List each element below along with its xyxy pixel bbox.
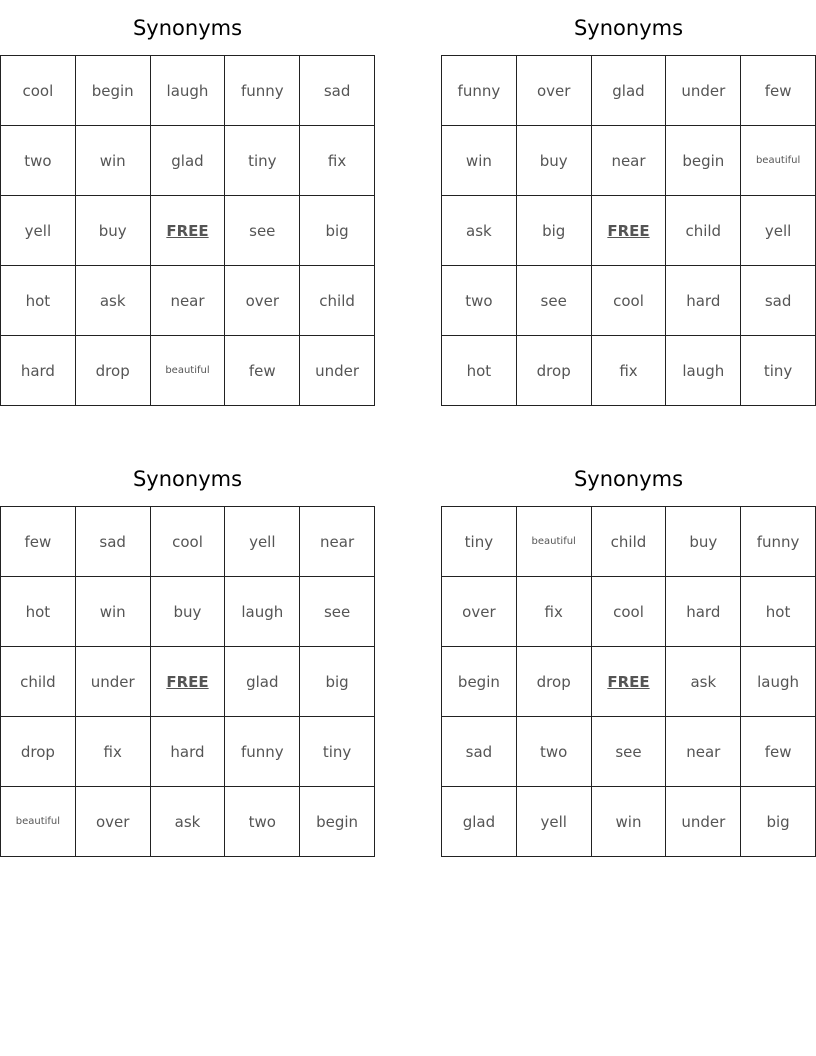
bingo-cell: two [442,266,517,336]
bingo-cell: few [1,507,76,577]
bingo-cell: sad [741,266,816,336]
bingo-cell: see [592,717,667,787]
bingo-card-1 [0,0,375,406]
bingo-cell: fix [76,717,151,787]
bingo-cell: funny [741,507,816,577]
bingo-cell: few [741,56,816,126]
bingo-cell: begin [666,126,741,196]
bingo-cell: near [666,717,741,787]
bingo-cell: under [666,56,741,126]
bingo-cell: drop [517,647,592,717]
bingo-cell: near [592,126,667,196]
bingo-cell: under [76,647,151,717]
bingo-cell: glad [442,787,517,857]
bingo-card-4 [441,451,816,857]
bingo-cell: hot [442,336,517,406]
bingo-cell: near [151,266,226,336]
card-title: Synonyms [132,466,243,491]
bingo-cell: begin [300,787,375,857]
bingo-cell: see [225,196,300,266]
bingo-cell: buy [666,507,741,577]
bingo-cell: begin [76,56,151,126]
bingo-cell: glad [592,56,667,126]
bingo-cell: tiny [442,507,517,577]
bingo-cell: win [592,787,667,857]
bingo-cell: glad [151,126,226,196]
bingo-cell: buy [517,126,592,196]
bingo-cell: glad [225,647,300,717]
bingo-cell: two [225,787,300,857]
bingo-cell: cool [592,577,667,647]
card-title: Synonyms [132,15,243,40]
bingo-cell: ask [442,196,517,266]
bingo-cell: hot [1,577,76,647]
bingo-cell: hard [151,717,226,787]
bingo-cell: cool [1,56,76,126]
bingo-cell: beautiful [151,336,226,406]
free-space-cell: FREE [592,647,667,717]
bingo-cell: drop [517,336,592,406]
bingo-cell: drop [1,717,76,787]
bingo-cell: child [666,196,741,266]
bingo-cell: hot [741,577,816,647]
bingo-cell: big [517,196,592,266]
bingo-cell: laugh [741,647,816,717]
card-title: Synonyms [573,15,684,40]
bingo-cell: hard [1,336,76,406]
bingo-cell: funny [442,56,517,126]
bingo-cell: buy [76,196,151,266]
bingo-card-3 [0,451,375,857]
bingo-cell: see [300,577,375,647]
bingo-cell: sad [76,507,151,577]
bingo-cell: two [1,126,76,196]
bingo-cell: win [442,126,517,196]
bingo-cell: win [76,577,151,647]
bingo-cell: drop [76,336,151,406]
bingo-cell: child [300,266,375,336]
bingo-cell: ask [666,647,741,717]
card-title: Synonyms [573,466,684,491]
bingo-cell: beautiful [741,126,816,196]
bingo-cell: win [76,126,151,196]
bingo-cell: sad [300,56,375,126]
bingo-cell: cool [592,266,667,336]
bingo-cell: under [300,336,375,406]
bingo-cell: ask [151,787,226,857]
bingo-cell: begin [442,647,517,717]
bingo-cell: under [666,787,741,857]
bingo-cell: yell [517,787,592,857]
bingo-grid [441,55,816,406]
free-space-cell: FREE [151,647,226,717]
bingo-cell: over [442,577,517,647]
bingo-cell: buy [151,577,226,647]
bingo-grid [0,506,375,857]
bingo-cell: tiny [225,126,300,196]
bingo-cell: fix [592,336,667,406]
bingo-cell: big [741,787,816,857]
bingo-cell: laugh [225,577,300,647]
bingo-cell: fix [300,126,375,196]
bingo-cell: yell [225,507,300,577]
bingo-cell: see [517,266,592,336]
bingo-cell: near [300,507,375,577]
bingo-cell: tiny [300,717,375,787]
bingo-cell: hard [666,266,741,336]
bingo-cell: yell [1,196,76,266]
bingo-cell: beautiful [1,787,76,857]
bingo-cell: two [517,717,592,787]
bingo-cell: child [1,647,76,717]
bingo-cell: laugh [666,336,741,406]
bingo-cell: hot [1,266,76,336]
bingo-cell: big [300,196,375,266]
bingo-cell: hard [666,577,741,647]
bingo-cell: cool [151,507,226,577]
bingo-cell: over [517,56,592,126]
bingo-cell: over [76,787,151,857]
bingo-cell: yell [741,196,816,266]
bingo-cell: funny [225,717,300,787]
bingo-cell: few [225,336,300,406]
bingo-cell: big [300,647,375,717]
bingo-cell: fix [517,577,592,647]
bingo-cell: ask [76,266,151,336]
bingo-cell: beautiful [517,507,592,577]
bingo-cell: few [741,717,816,787]
bingo-grid [0,55,375,406]
bingo-cell: sad [442,717,517,787]
free-space-cell: FREE [151,196,226,266]
bingo-cell: child [592,507,667,577]
bingo-grid [441,506,816,857]
bingo-cell: over [225,266,300,336]
bingo-cell: funny [225,56,300,126]
bingo-cell: tiny [741,336,816,406]
bingo-card-2 [441,0,816,406]
bingo-cell: laugh [151,56,226,126]
free-space-cell: FREE [592,196,667,266]
